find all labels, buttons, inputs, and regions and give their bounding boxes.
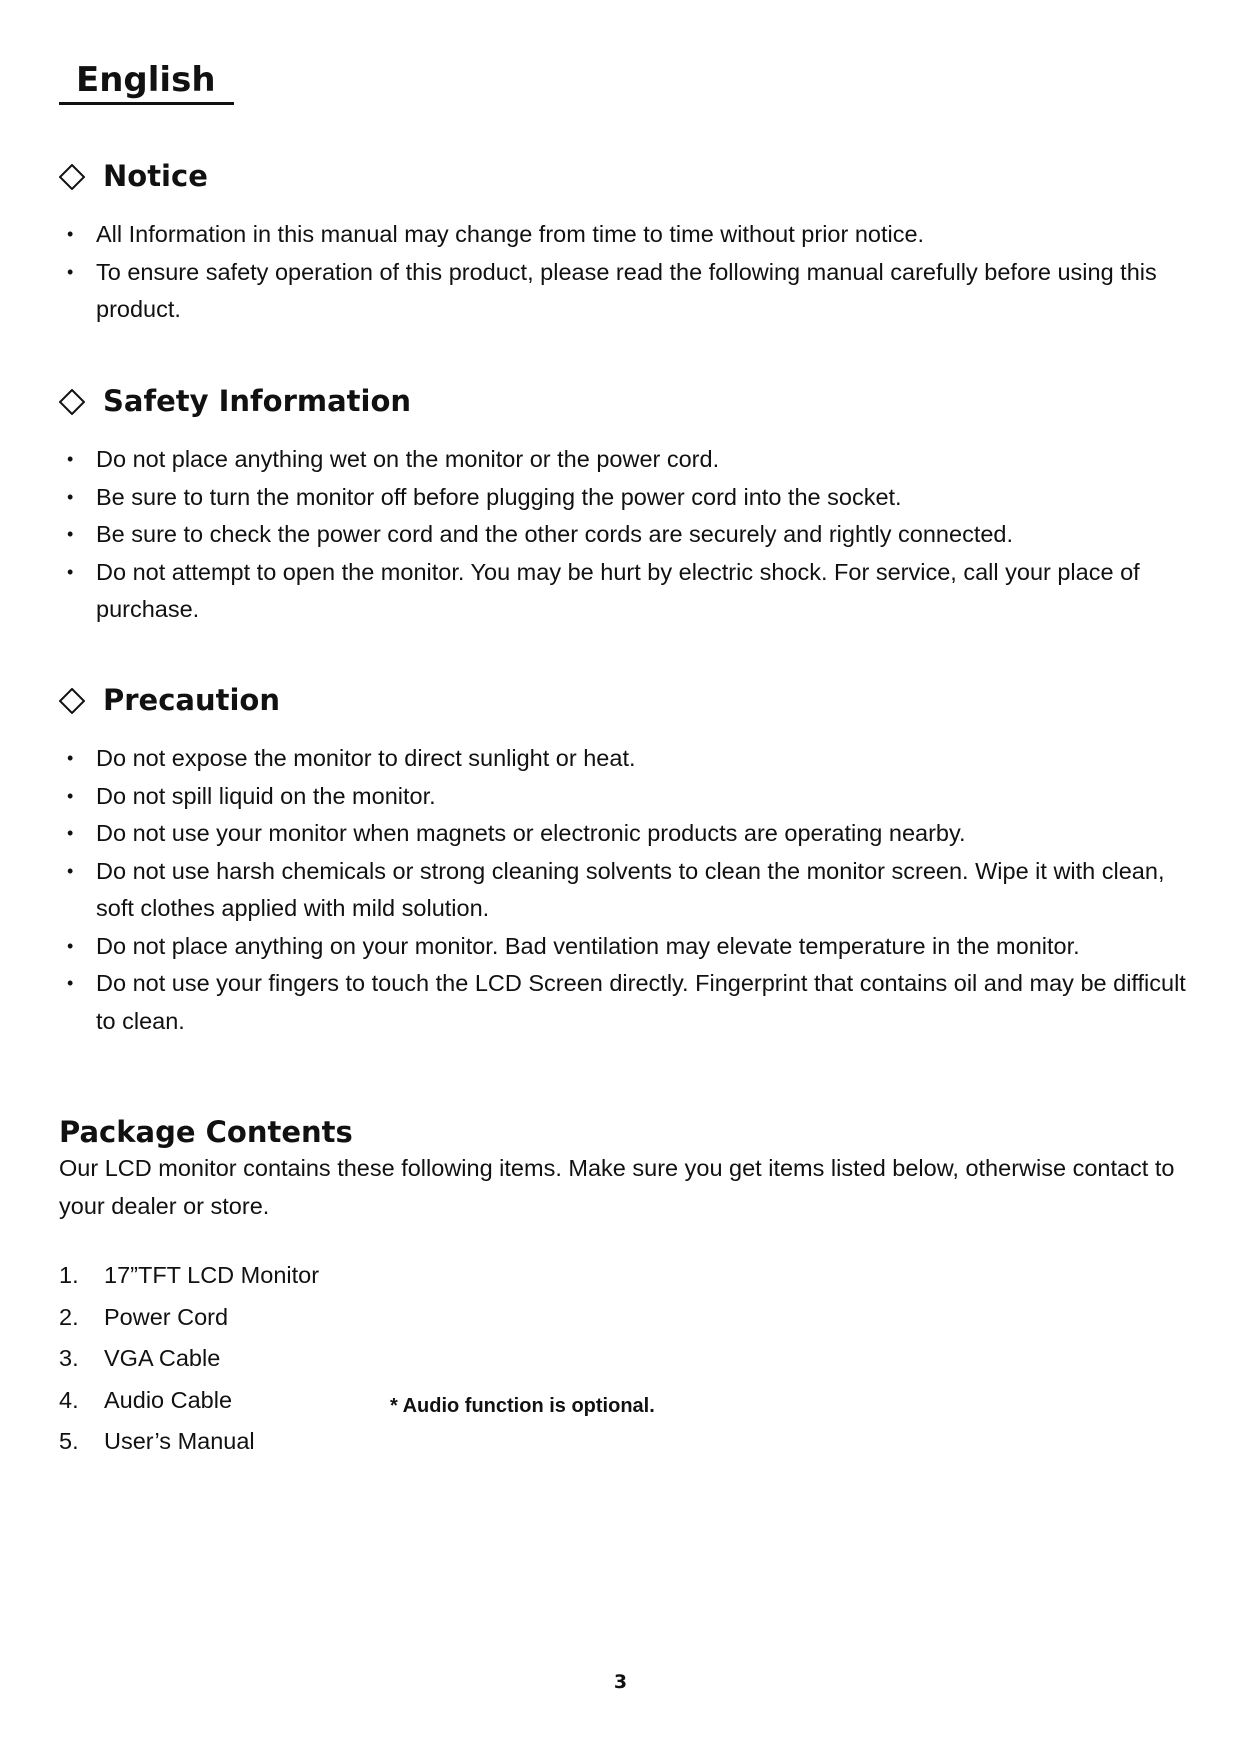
page-number: 3 bbox=[613, 1671, 628, 1693]
list-item: • Do not place anything on your monitor. Bad ventilation may elevate temperature in the monitor. bbox=[59, 928, 1189, 966]
bullet-dot: • bbox=[67, 524, 74, 544]
package-contents-heading: Package Contents bbox=[59, 1115, 353, 1149]
list-item-label: 17”TFT LCD Monitor bbox=[104, 1262, 320, 1288]
list-item-label: VGA Cable bbox=[104, 1345, 221, 1371]
list-item: • Do not use harsh chemicals or strong cleaning solvents to clean the monitor screen. Wipe it with clean, soft clothes applied with mild solution. bbox=[59, 853, 1189, 928]
bullet-dot: • bbox=[67, 823, 74, 843]
list-item-label: Audio Cable bbox=[104, 1386, 233, 1413]
precaution-heading-text: Precaution bbox=[103, 683, 281, 717]
package-contents-intro: Our LCD monitor contains these following items. Make sure you get items listed below, otherwise contact to your dealer or store. bbox=[59, 1155, 1175, 1219]
bullet-dot: • bbox=[67, 935, 74, 956]
list-item: • Be sure to turn the monitor off before plugging the power cord into the socket. bbox=[59, 479, 1189, 517]
list-item: • To ensure safety operation of this product, please read the following manual carefully before using this product. bbox=[59, 254, 1189, 329]
bullet-dot: • bbox=[67, 261, 74, 282]
list-item bbox=[59, 1297, 319, 1339]
list-item bbox=[59, 1338, 319, 1380]
bullet-dot: • bbox=[67, 561, 74, 582]
bullet-dot: • bbox=[67, 224, 74, 244]
list-item: • Do not use your monitor when magnets or electronic products are operating nearby. bbox=[59, 815, 1189, 853]
safety-information-heading-text: Safety Information bbox=[103, 384, 412, 418]
precaution-heading bbox=[59, 680, 280, 720]
list-item-label: User’s Manual bbox=[104, 1428, 255, 1454]
list-item: • Do not use your fingers to touch the LCD Screen directly. Fingerprint that contains oil and may be difficult to clean. bbox=[59, 965, 1189, 1040]
list-number: 3. bbox=[59, 1345, 79, 1371]
list-item: • All Information in this manual may change from time to time without prior notice. bbox=[59, 216, 1189, 254]
language-title: English bbox=[59, 58, 234, 105]
list-number: 1. bbox=[59, 1262, 79, 1288]
list-number: 4. bbox=[59, 1386, 79, 1413]
bullet-dot: • bbox=[67, 973, 74, 993]
bullet-dot: • bbox=[67, 860, 74, 881]
bullet-dot: • bbox=[67, 449, 74, 469]
bullet-dot: • bbox=[67, 785, 74, 806]
list-item bbox=[59, 1421, 319, 1463]
precaution-list bbox=[59, 740, 1189, 1040]
list-item bbox=[59, 1255, 319, 1297]
notice-list bbox=[59, 216, 1189, 329]
list-item: • Do not attempt to open the monitor. You may be hurt by electric shock. For service, call your place of purchase. bbox=[59, 554, 1189, 629]
notice-heading-text: Notice bbox=[103, 159, 208, 193]
bullet-dot: • bbox=[67, 748, 74, 768]
bullet-dot: • bbox=[67, 486, 74, 507]
safety-information-heading bbox=[59, 381, 411, 421]
list-item: • Be sure to check the power cord and the other cords are securely and rightly connected. bbox=[59, 516, 1189, 554]
diamond-outline-icon bbox=[59, 389, 83, 413]
list-item: • Do not place anything wet on the monitor or the power cord. bbox=[59, 441, 1189, 479]
list-number: 2. bbox=[59, 1303, 79, 1330]
diamond-outline-icon bbox=[59, 688, 83, 712]
audio-optional-note: * Audio function is optional. bbox=[390, 1395, 655, 1417]
list-item bbox=[59, 1380, 319, 1422]
list-number: 5. bbox=[59, 1428, 79, 1454]
list-item: • Do not spill liquid on the monitor. bbox=[59, 778, 1189, 816]
list-item-label: Power Cord bbox=[104, 1303, 229, 1330]
safety-information-list bbox=[59, 441, 1189, 629]
notice-heading bbox=[59, 156, 208, 196]
list-item: • Do not expose the monitor to direct sunlight or heat. bbox=[59, 740, 1189, 778]
package-contents-list bbox=[59, 1255, 319, 1463]
diamond-outline-icon bbox=[59, 164, 83, 188]
